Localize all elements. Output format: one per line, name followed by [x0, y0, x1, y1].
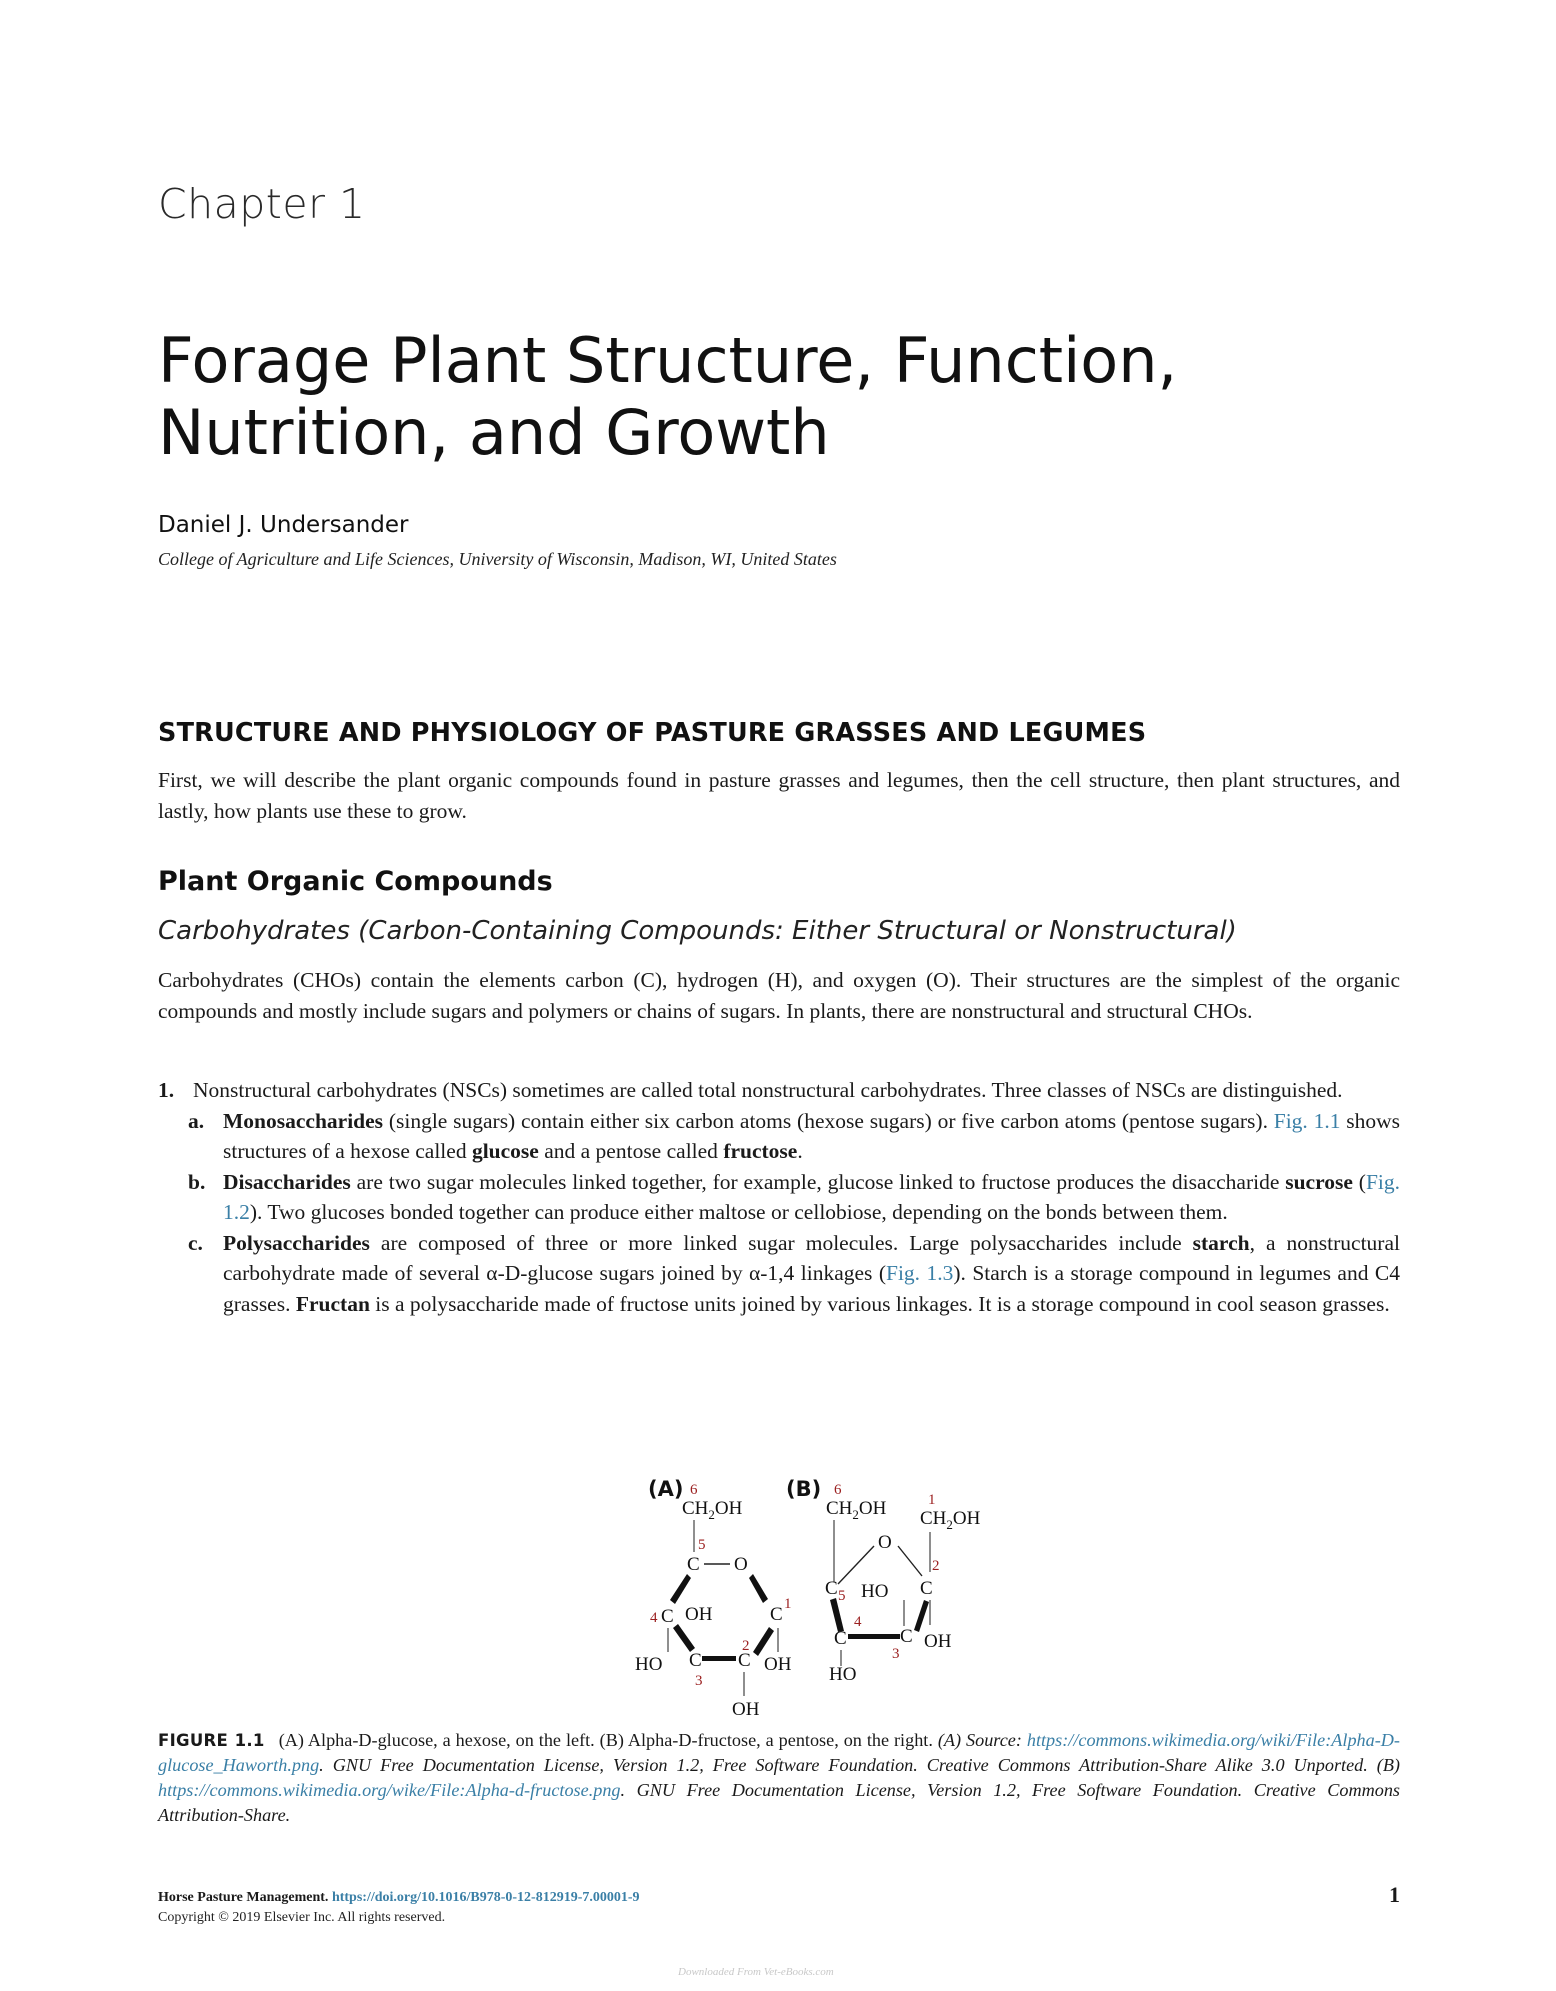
chapter-title-line-2: Nutrition, and Growth [158, 396, 830, 469]
list-number: 1. [158, 1078, 175, 1102]
subsubheading: Carbohydrates (Carbon-Containing Compounds: Either Structural or Nonstructural) [158, 916, 1237, 946]
list-item-text: Nonstructural carbohydrates (NSCs) sometimes are called total nonstructural carbohydrates. Three classes of NSCs are distinguished. [193, 1078, 1343, 1102]
ch2oh-label: $CH_2OH$ [682, 1498, 743, 1522]
term-sucrose: sucrose [1285, 1169, 1353, 1194]
term-fructan: Fructan [295, 1291, 370, 1316]
figure-label-a: (A) [648, 1477, 684, 1501]
caption-source-a: (A) Source: [937, 1730, 1027, 1750]
caption-text: (A) Alpha-D-glucose, a hexose, on the left. (B) Alpha-D-fructose, a pentose, on the right. [278, 1730, 938, 1750]
list-item-a [158, 1106, 1400, 1167]
book-title: Horse Pasture Management. [158, 1890, 329, 1905]
caption-license-text: . GNU Free Documentation License, Version 1.2, Free Software Foundation. Creative Commons Attribution-Share Alike 3.0 Unported. (B) [319, 1755, 1400, 1775]
caption-license-text: . GNU Free Documentation License, Version 1.2, Free Software Foundation. Creative Commons Attribution-Share. [158, 1780, 1400, 1825]
atom-number: 6 [690, 1482, 698, 1498]
list-letter: c. [188, 1230, 203, 1255]
atom-number: 6 [834, 1482, 842, 1498]
list-item-1 [158, 1075, 1400, 1106]
atom-c2: C [738, 1650, 751, 1671]
list-letter: b. [188, 1169, 206, 1194]
figure-label: FIGURE 1.1 [158, 1731, 265, 1750]
watermark: Downloaded From Vet-eBooks.com [678, 1966, 834, 1978]
page-number: 1 [1389, 1882, 1400, 1907]
list-letter: a. [188, 1108, 205, 1133]
text-run: are two sugar molecules linked together, for example, glucose linked to fructose produces the disaccharide [350, 1169, 1286, 1194]
term-fructose: fructose [723, 1139, 798, 1163]
text-run: is a polysaccharide made of fructose units joined by various linkages. It is a storage compound in cool season grasses. [369, 1291, 1390, 1316]
atom-c3: C [900, 1626, 913, 1647]
atom-number: 2 [932, 1558, 940, 1574]
ho-label: HO [635, 1654, 663, 1675]
atom-number: 2 [742, 1638, 750, 1654]
chapter-label: Chapter 1 [158, 180, 366, 228]
ho-label: HO [829, 1664, 857, 1685]
doi-link[interactable]: https://doi.org/10.1016/B978-0-12-812919-7.00001-9 [331, 1890, 640, 1905]
list-item-b [158, 1167, 1400, 1228]
figure-caption [158, 1728, 1400, 1828]
atom-number: 4 [650, 1610, 658, 1626]
fig-1-2-link[interactable]: Fig. 1.2 [223, 1169, 1400, 1224]
text-run: shows structures of a hexose called [223, 1108, 1401, 1163]
atom-c3: C [689, 1650, 702, 1671]
text-run: , a nonstructural carbohydrate made of several α-D-glucose sugars joined by α-1,4 linkages ( [223, 1230, 1400, 1285]
list-item-c [158, 1228, 1400, 1320]
term-starch: starch [1192, 1230, 1250, 1255]
page [158, 0, 1400, 1991]
atom-number: 3 [892, 1646, 900, 1662]
atom-c1: C [770, 1604, 783, 1625]
author-name: Daniel J. Undersander [158, 512, 409, 538]
atom-c5: C [687, 1554, 700, 1575]
chapter-title-line-1: Forage Plant Structure, Function, [158, 324, 1178, 397]
oh-label: OH [685, 1604, 713, 1625]
ring-oxygen: O [734, 1554, 748, 1575]
chapter-title [158, 325, 1258, 469]
copyright: Copyright © 2019 Elsevier Inc. All rights reserved. [158, 1910, 446, 1925]
ring-oxygen: O [878, 1532, 892, 1553]
text-run: are composed of three or more linked sugar molecules. Large polysaccharides include [369, 1230, 1193, 1255]
term-monosaccharides: Monosaccharides [223, 1108, 384, 1133]
text-run: ). Two glucoses bonded together can produce either maltose or cellobiose, depending on the bonds between them. [249, 1200, 1228, 1224]
author-affiliation: College of Agriculture and Life Sciences, University of Wisconsin, Madison, WI, United States [158, 549, 837, 569]
numbered-list [158, 1075, 1400, 1319]
footer-book-info [158, 1890, 640, 1906]
term-disaccharides: Disaccharides [223, 1169, 351, 1194]
atom-number: 1 [928, 1492, 936, 1508]
text-run: . [797, 1139, 803, 1163]
atom-number: 5 [698, 1537, 706, 1553]
text-run: (single sugars) contain either six carbon atoms (hexose sugars) or five carbon atoms (pentose sugars). [383, 1108, 1274, 1133]
atom-c5: C [825, 1578, 838, 1599]
atom-number: 3 [695, 1673, 703, 1689]
text-run: and a pentose called [538, 1139, 724, 1163]
ch2oh-label: $CH_2OH$ [826, 1498, 887, 1522]
atom-number: 1 [784, 1596, 792, 1612]
oh-label: OH [732, 1699, 760, 1720]
source-b-link[interactable]: https://commons.wikimedia.org/wike/File:Alpha-d-fructose.png [158, 1780, 621, 1800]
section-heading: STRUCTURE AND PHYSIOLOGY OF PASTURE GRASSES AND LEGUMES [158, 718, 1147, 748]
fig-1-3-link[interactable]: Fig. 1.3 [886, 1261, 954, 1285]
atom-number: 5 [838, 1588, 846, 1604]
atom-number: 4 [854, 1614, 862, 1630]
atom-c4: C [661, 1606, 674, 1627]
oh-label: OH [764, 1654, 792, 1675]
intro-paragraph: First, we will describe the plant organic compounds found in pasture grasses and legumes, then the cell structure, then plant structures, and lastly, how plants use these to grow. [158, 768, 1400, 823]
figure-label-b: (B) [786, 1477, 822, 1501]
atom-c4: C [834, 1628, 847, 1649]
atom-c2: C [920, 1578, 933, 1599]
fig-1-1-link[interactable]: Fig. 1.1 [1273, 1108, 1341, 1133]
subheading: Plant Organic Compounds [158, 866, 553, 897]
ch2oh-label: $CH_2OH$ [920, 1508, 981, 1532]
carbohydrates-paragraph: Carbohydrates (CHOs) contain the elements carbon (C), hydrogen (H), and oxygen (O). Their structures are the simplest of the organic compounds and mostly include sugars and polymers or chains of sugars. In plants, there are nonstructural and structural CHOs. [158, 968, 1400, 1023]
source-a-link[interactable]: https://commons.wikimedia.org/wiki/File:Alpha-D-glucose_Haworth.png [158, 1730, 1400, 1775]
ho-label: HO [861, 1581, 889, 1602]
text-run: ). Starch is a storage compound in legumes and C4 grasses. [223, 1261, 1400, 1316]
figure-1-1-structures [598, 1470, 1118, 1730]
term-glucose: glucose [471, 1139, 539, 1163]
term-polysaccharides: Polysaccharides [223, 1230, 370, 1255]
oh-label: OH [924, 1631, 952, 1652]
text-run: ( [1352, 1169, 1366, 1194]
